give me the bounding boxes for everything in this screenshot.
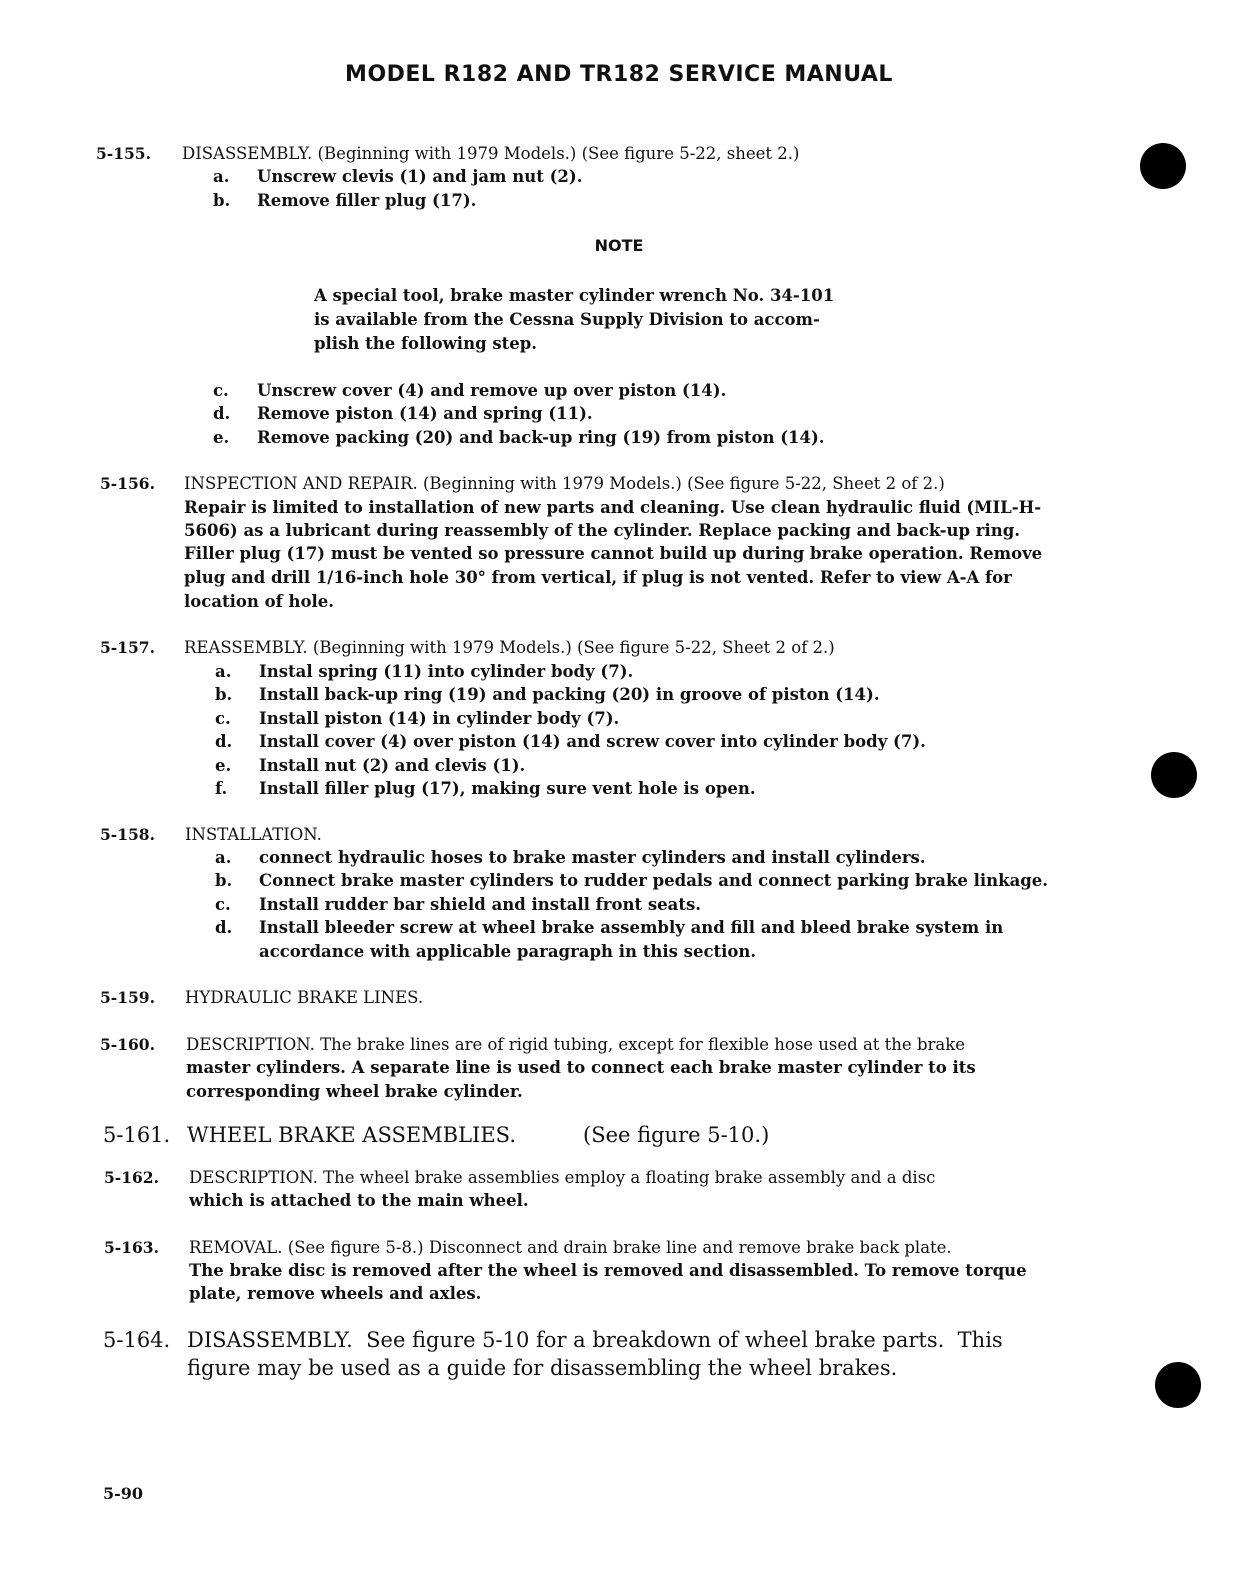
list-item <box>215 754 525 778</box>
step-text: Unscrew cover (4) and remove up over piston (14). <box>257 381 727 400</box>
list-item <box>213 379 726 403</box>
section-number: 5-164. <box>103 1328 171 1352</box>
list-item <box>215 777 756 801</box>
step-letter: e. <box>213 428 230 447</box>
step-text: Remove piston (14) and spring (11). <box>257 404 593 423</box>
section-number: 5-156. <box>100 474 155 493</box>
paragraph-line: corresponding wheel brake cylinder. <box>186 1082 523 1101</box>
step-text: Install cover (4) over piston (14) and screw cover into cylinder body (7). <box>259 732 926 751</box>
section-number: 5-157. <box>100 638 155 657</box>
step-letter: d. <box>215 918 233 937</box>
list-item <box>215 916 1003 940</box>
step-letter: b. <box>215 685 233 704</box>
section-heading: REASSEMBLY. (Beginning with 1979 Models.) (See figure 5-22, Sheet 2 of 2.) <box>184 638 835 657</box>
section-heading: INSTALLATION. <box>185 825 322 844</box>
paragraph-line: figure may be used as a guide for disassembling the wheel brakes. <box>187 1356 898 1380</box>
paragraph-line: Filler plug (17) must be vented so pressure cannot build up during brake operation. Remove <box>184 544 1043 563</box>
paragraph-line: plate, remove wheels and axles. <box>189 1284 482 1303</box>
step-letter: d. <box>215 732 233 751</box>
section-number: 5-158. <box>100 825 155 844</box>
list-item <box>213 426 825 450</box>
binder-hole-bottom <box>1155 1362 1201 1408</box>
paragraph-line: Repair is limited to installation of new parts and cleaning. Use clean hydraulic fluid (MIL-H- <box>184 498 1042 517</box>
section-number: 5-162. <box>104 1168 159 1187</box>
list-item <box>213 402 593 426</box>
list-item <box>215 846 926 870</box>
step-text: Install piston (14) in cylinder body (7). <box>259 709 620 728</box>
paragraph-line: master cylinders. A separate line is used to connect each brake master cylinder to its <box>186 1058 976 1077</box>
list-item <box>215 730 926 754</box>
list-item <box>213 165 582 189</box>
page-number: 5-90 <box>103 1484 144 1503</box>
section-heading: WHEEL BRAKE ASSEMBLIES. <box>187 1123 516 1147</box>
section-number: 5-160. <box>100 1035 155 1054</box>
step-text: Remove packing (20) and back-up ring (19) from piston (14). <box>257 428 825 447</box>
list-item-continuation: accordance with applicable paragraph in this section. <box>259 942 757 961</box>
list-item <box>215 660 633 684</box>
note-line: plish the following step. <box>314 334 538 353</box>
section-heading: HYDRAULIC BRAKE LINES. <box>185 988 424 1007</box>
step-text: Instal spring (11) into cylinder body (7). <box>259 662 634 681</box>
section-number: 5-163. <box>104 1238 159 1257</box>
section-heading: REMOVAL. (See figure 5-8.) Disconnect and drain brake line and remove brake back plate. <box>189 1238 952 1257</box>
step-letter: a. <box>215 848 232 867</box>
list-item <box>215 707 619 731</box>
paragraph-line: The brake disc is removed after the wheel is removed and disassembled. To remove torque <box>189 1261 1027 1280</box>
section-heading: DISASSEMBLY. See figure 5-10 for a breakdown of wheel brake parts. This <box>187 1328 1003 1352</box>
section-heading: INSPECTION AND REPAIR. (Beginning with 1979 Models.) (See figure 5-22, Sheet 2 of 2.) <box>184 474 945 493</box>
list-item <box>215 683 880 707</box>
step-text: Connect brake master cylinders to rudder pedals and connect parking brake linkage. <box>259 871 1049 890</box>
step-letter: d. <box>213 404 231 423</box>
paragraph-line: which is attached to the main wheel. <box>189 1191 529 1210</box>
step-text: Remove filler plug (17). <box>257 191 477 210</box>
step-text: Install nut (2) and clevis (1). <box>259 756 526 775</box>
note-line: A special tool, brake master cylinder wrench No. 34-101 <box>314 286 835 305</box>
step-text: Install filler plug (17), making sure vent hole is open. <box>259 779 756 798</box>
binder-hole-middle <box>1151 752 1197 798</box>
step-letter: a. <box>215 662 232 681</box>
step-letter: a. <box>213 167 230 186</box>
section-number: 5-161. <box>103 1123 171 1147</box>
paragraph-line: plug and drill 1/16-inch hole 30° from vertical, if plug is not vented. Refer to view A-A for <box>184 568 1012 587</box>
list-item <box>215 869 1048 893</box>
figure-reference: (See figure 5-10.) <box>583 1123 770 1147</box>
note-line: is available from the Cessna Supply Division to accom- <box>314 310 820 329</box>
step-letter: c. <box>215 709 231 728</box>
section-heading: DESCRIPTION. The brake lines are of rigid tubing, except for flexible hose used at the brake <box>186 1035 965 1054</box>
step-letter: e. <box>215 756 232 775</box>
list-item <box>215 893 701 917</box>
binder-hole-top <box>1140 143 1186 189</box>
step-text: Install rudder bar shield and install front seats. <box>259 895 701 914</box>
page-title: MODEL R182 AND TR182 SERVICE MANUAL <box>345 62 893 87</box>
section-heading: DESCRIPTION. The wheel brake assemblies employ a floating brake assembly and a disc <box>189 1168 936 1187</box>
step-text: Install bleeder screw at wheel brake assembly and fill and bleed brake system in <box>259 918 1004 937</box>
section-number: 5-159. <box>100 988 155 1007</box>
step-letter: c. <box>215 895 231 914</box>
step-text: Install back-up ring (19) and packing (20) in groove of piston (14). <box>259 685 880 704</box>
step-text: connect hydraulic hoses to brake master cylinders and install cylinders. <box>259 848 926 867</box>
note-title: NOTE <box>594 236 644 255</box>
section-heading: DISASSEMBLY. (Beginning with 1979 Models.) (See figure 5-22, sheet 2.) <box>182 144 800 163</box>
paragraph-line: 5606) as a lubricant during reassembly of the cylinder. Replace packing and back-up ring. <box>184 521 1021 540</box>
paragraph-line: location of hole. <box>184 592 335 611</box>
step-letter: c. <box>213 381 229 400</box>
section-number: 5-155. <box>96 144 151 163</box>
step-letter: f. <box>215 779 228 798</box>
step-letter: b. <box>215 871 233 890</box>
step-text: Unscrew clevis (1) and jam nut (2). <box>257 167 583 186</box>
list-item <box>213 189 476 213</box>
step-letter: b. <box>213 191 231 210</box>
